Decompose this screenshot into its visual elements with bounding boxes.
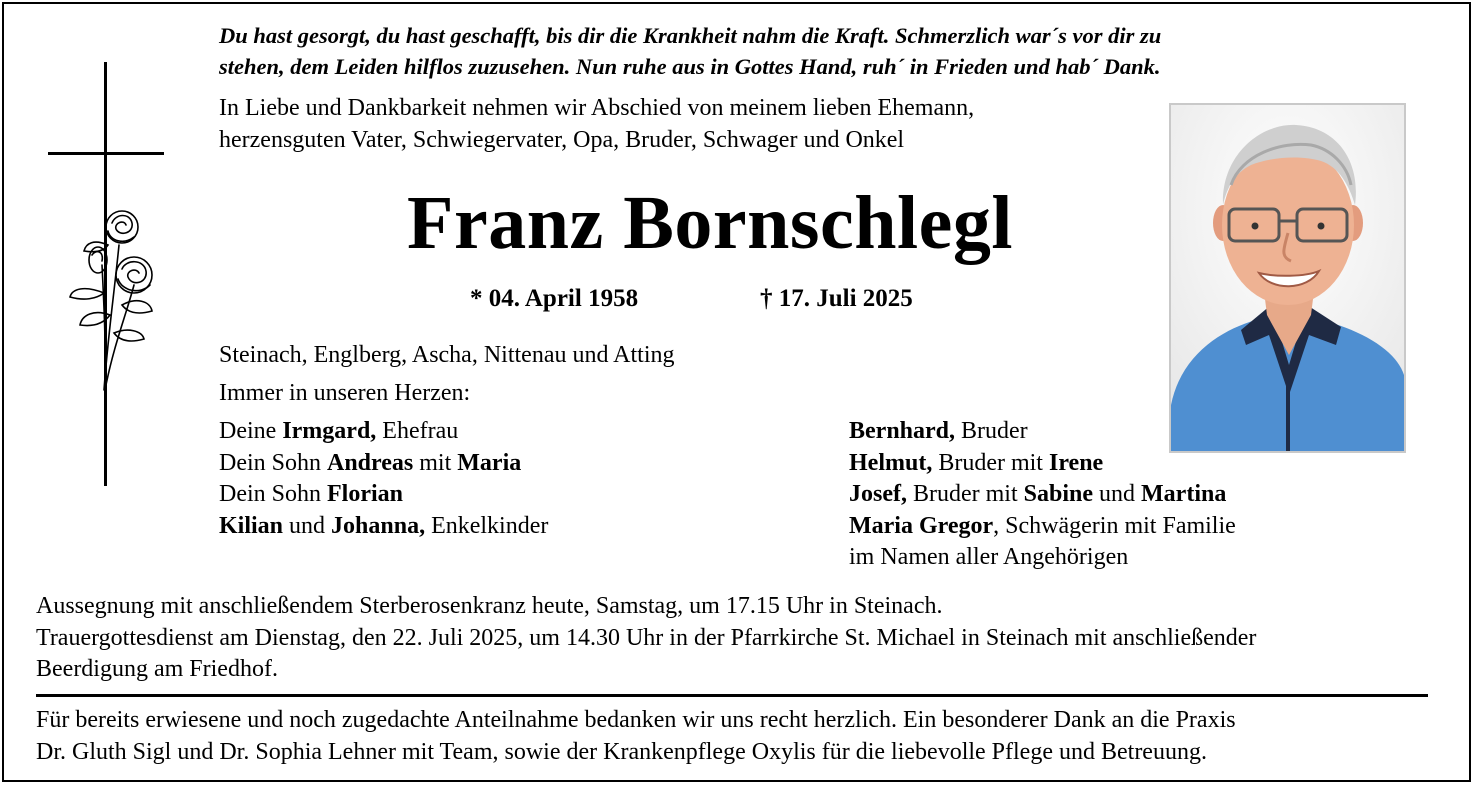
- mourner-relation: Ehefrau: [376, 418, 459, 444]
- portrait-photo: [1169, 103, 1406, 453]
- service-line: Beerdigung am Friedhof.: [36, 656, 278, 682]
- mourner-name: Martina: [1141, 481, 1227, 507]
- mourner-relation: Bruder mit: [906, 481, 1024, 507]
- mourner-name: Helmut,: [849, 449, 933, 476]
- intro-text: [219, 92, 974, 156]
- mourner-name: Josef,: [849, 481, 907, 507]
- mourner-relation: Bruder mit: [932, 449, 1049, 476]
- death-date: † 17. Juli 2025: [760, 285, 913, 312]
- poem: [219, 20, 1339, 82]
- mourner-relation: und: [283, 512, 332, 539]
- service-line: Trauergottesdienst am Dienstag, den 22. Juli 2025, um 14.30 Uhr in der Pfarrkirche St. Michael in Steinach mit anschließender: [36, 624, 1257, 651]
- service-info: [36, 591, 1456, 686]
- mourner-row: [219, 448, 548, 480]
- mourner-relation: , Schwägerin mit Familie: [993, 512, 1236, 539]
- places: Steinach, Englberg, Ascha, Nittenau und Atting: [219, 342, 675, 368]
- intro-line: herzensguten Vater, Schwiegervater, Opa, Bruder, Schwager und Onkel: [219, 127, 905, 153]
- mourner-name: Andreas: [327, 449, 414, 476]
- mourner-relation: Dein Sohn: [219, 481, 327, 507]
- mourners-left: [219, 416, 548, 542]
- divider: [36, 694, 1428, 697]
- mourner-row: [219, 479, 548, 511]
- mourner-name: Florian: [327, 481, 403, 507]
- mourner-name: Johanna,: [331, 512, 426, 539]
- mourner-relation: Enkelkinder: [425, 512, 549, 539]
- mourner-row: [219, 416, 548, 448]
- mourner-name: Maria: [457, 449, 522, 476]
- poem-line: stehen, dem Leiden hilflos zuzusehen. Nun ruhe aus in Gottes Hand, ruh´ in Frieden und hab´ Dank.: [219, 54, 1161, 79]
- birth-date: * 04. April 1958: [470, 285, 639, 312]
- roses-icon: [64, 205, 160, 395]
- mourner-relation: und: [1093, 481, 1142, 507]
- mourner-name: Bernhard,: [849, 418, 956, 444]
- thanks-line: Dr. Gluth Sigl und Dr. Sophia Lehner mit Team, sowie der Krankenpflege Oxylis für die liebevolle Pflege und Betreuung.: [36, 738, 1207, 765]
- cross-bar: [48, 152, 164, 155]
- mourner-row: [849, 479, 1236, 511]
- mourner-relation: Dein Sohn: [219, 449, 327, 476]
- mourner-name: Maria Gregor: [849, 512, 994, 539]
- mourner-relation: Deine: [219, 418, 283, 444]
- mourner-row: [849, 511, 1236, 543]
- mourner-relation: mit: [413, 449, 458, 476]
- service-line: Aussegnung mit anschließendem Sterberosenkranz heute, Samstag, um 17.15 Uhr in Steinach.: [36, 593, 943, 619]
- thanks-line: Für bereits erwiesene und noch zugedachte Anteilnahme bedanken wir uns recht herzlich. Ein besonderer Dank an die Praxis: [36, 707, 1236, 733]
- in-our-hearts: Immer in unseren Herzen:: [219, 380, 471, 406]
- thanks-text: [36, 705, 1456, 768]
- mourner-name: Kilian: [219, 512, 284, 539]
- intro-line: In Liebe und Dankbarkeit nehmen wir Abschied von meinem lieben Ehemann,: [219, 95, 975, 121]
- mourner-relation: Bruder: [955, 418, 1028, 444]
- mourner-name: Irene: [1048, 449, 1104, 476]
- mourner-row: [849, 542, 1236, 574]
- mourner-relation: im Namen aller Angehörigen: [849, 544, 1129, 570]
- mourner-row: [219, 511, 548, 543]
- mourner-name: Irmgard,: [282, 418, 377, 444]
- poem-line: Du hast gesorgt, du hast geschafft, bis dir die Krankheit nahm die Kraft. Schmerzlich war´s vor dir zu: [219, 23, 1162, 48]
- mourner-name: Sabine: [1023, 481, 1094, 507]
- deceased-name: Franz Bornschlegl: [407, 181, 1013, 265]
